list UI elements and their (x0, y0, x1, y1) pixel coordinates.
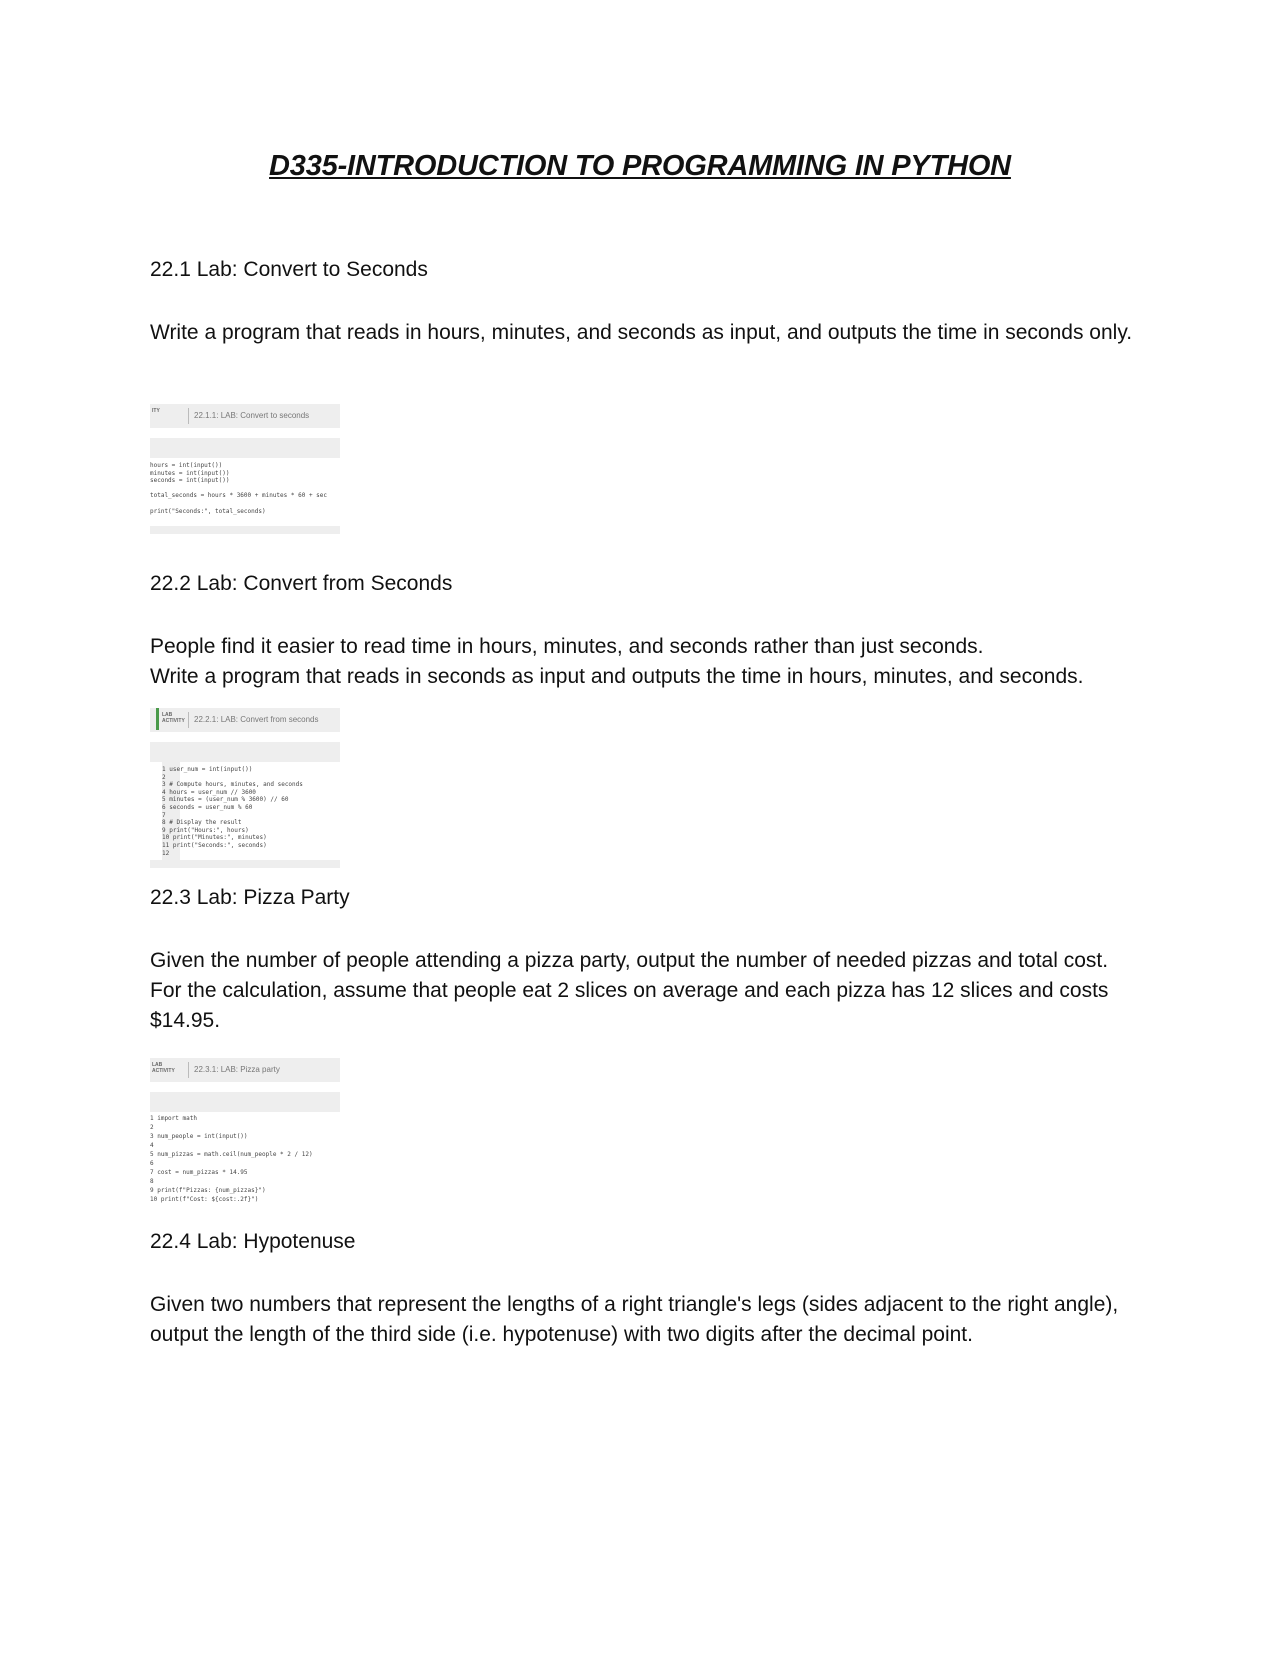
screenshot-title: 22.2.1: LAB: Convert from seconds (194, 715, 319, 724)
section-heading-22-2: 22.2 Lab: Convert from Seconds (150, 572, 453, 595)
section-heading-22-3: 22.3 Lab: Pizza Party (150, 886, 350, 909)
section-paragraph-22-4: Given two numbers that represent the lengths of a right triangle's legs (sides adjacent to the right angle), output the length of the third side (i.e. hypotenuse) with two digits after the decimal point. (150, 1293, 1119, 1346)
section-heading-22-4: 22.4 Lab: Hypotenuse (150, 1230, 356, 1253)
accent-bar (156, 708, 159, 730)
code-screenshot-22-3 (150, 1058, 340, 1208)
screenshot-tag: LAB ACTIVITY (162, 712, 185, 724)
divider (188, 712, 189, 728)
screenshot-title: 22.3.1: LAB: Pizza party (194, 1065, 280, 1074)
screenshot-tag: LAB ACTIVITY (152, 1062, 175, 1074)
screenshot-title-bar (150, 1058, 340, 1082)
section-paragraph-22-2a: People find it easier to read time in hours, minutes, and seconds rather than just seconds. (150, 635, 984, 658)
code-listing: hours = int(input()) minutes = int(input()) seconds = int(input()) total_seconds = hours * 3600 + minutes * 60 + sec print("Seconds:", total_seconds) (150, 462, 328, 515)
screenshot-title-bar (150, 708, 340, 732)
code-screenshot-22-1 (150, 404, 340, 534)
section-heading-22-1: 22.1 Lab: Convert to Seconds (150, 258, 428, 281)
section-paragraph-22-1: Write a program that reads in hours, minutes, and seconds as input, and outputs the time in seconds only. (150, 321, 1133, 344)
divider (188, 1062, 189, 1078)
footer-strip (150, 860, 340, 868)
code-screenshot-22-2 (150, 708, 340, 868)
section-paragraph-22-3: Given the number of people attending a pizza party, output the number of needed pizzas and total cost. For the calculation, assume that people eat 2 slices on average and each pizza has 12 slices and costs $14.95. (150, 949, 1109, 1032)
screenshot-tag: ITY (152, 408, 160, 414)
toolbar-strip (150, 438, 340, 458)
page-title: D335-INTRODUCTION TO PROGRAMMING IN PYTHON (269, 150, 1011, 182)
screenshot-title-bar (150, 404, 340, 428)
code-listing: 1 user_num = int(input()) 2 3 # Compute hours, minutes, and seconds 4 hours = user_num // 3600 5 minutes = (user_num % 3600) // 60 6 seconds = user_num % 60 7 8 # Display the result 9 print("Hours:", hours) 10 print("Minutes:", minutes) 11 print("Seconds:", seconds) 12 (162, 766, 303, 857)
code-listing: 1 import math 2 3 num_people = int(input()) 4 5 num_pizzas = math.ceil(num_people * 2 / 12) 6 7 cost = num_pizzas * 14.95 8 9 print(f"Pizzas: {num_pizzas}") 10 print(f"Cost: ${cost:.2f}") (150, 1115, 313, 1203)
footer-strip (150, 526, 340, 534)
screenshot-title: 22.1.1: LAB: Convert to seconds (194, 411, 310, 420)
section-paragraph-22-2b: Write a program that reads in seconds as input and outputs the time in hours, minutes, and seconds. (150, 665, 1084, 688)
divider (188, 408, 189, 424)
toolbar-strip (150, 1092, 340, 1112)
